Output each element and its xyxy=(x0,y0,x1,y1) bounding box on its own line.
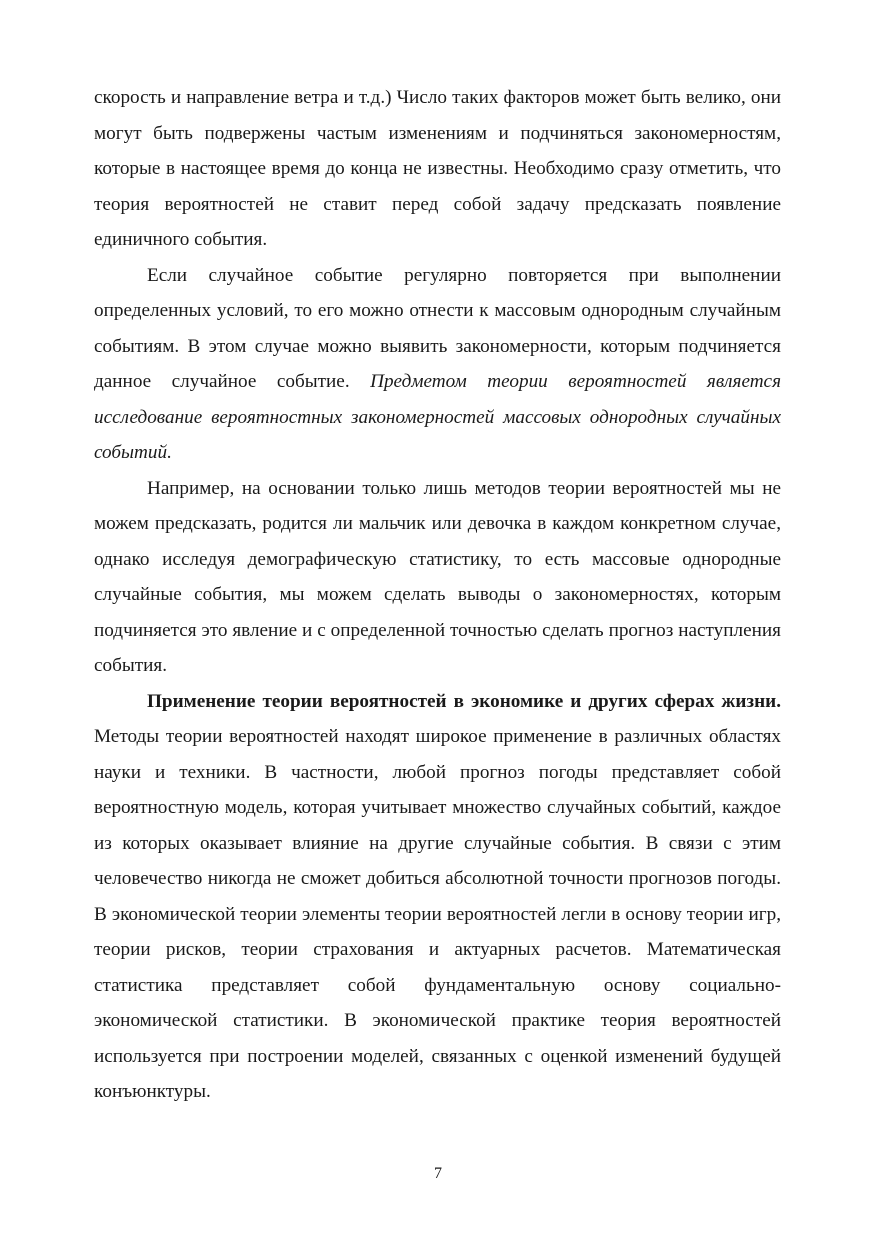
paragraph-text: Если случайное событие регулярно повторяется при выполнении определенных условий, то его можно отнести к массовым однородным случайным событиям. В этом случае можно выявить закономерности, которым подчиняется данное случайное событие. xyxy=(94,264,781,392)
paragraph-continuation: скорость и направление ветра и т.д.) Число таких факторов может быть велико, они могут быть подвержены частым изменениям и подчиняться закономерностям, которые в настоящее время до конца не известны. Необходимо сразу отметить, что теория вероятностей не ставит перед собой задачу предсказать появление единичного события. xyxy=(94,87,781,250)
paragraph-applications xyxy=(94,684,781,1110)
paragraph-example: Например, на основании только лишь методов теории вероятностей мы не можем предсказать, родится ли мальчик или девочка в каждом конкретном случае, однако исследуя демографическую статистику, то есть массовые однородные случайные события, мы можем сделать выводы о закономерностях, которым подчиняется это явление и с определенной точностью сделать прогноз наступления события. xyxy=(94,477,781,676)
page-number: 7 xyxy=(434,1165,442,1182)
subject-definition-italic: Предметом теории вероятностей является исследование вероятностных закономерностей массовых однородных случайных событий. xyxy=(94,371,781,463)
document-body xyxy=(94,80,781,1110)
paragraph-subject-definition xyxy=(94,258,781,471)
section-heading-bold: Применение теории вероятностей в экономике и других сферах жизни. xyxy=(147,690,781,712)
paragraph-text: Методы теории вероятностей находят широкое применение в различных областях науки и техники. В частности, любой прогноз погоды представляет собой вероятностную модель, которая учитывает множество случайных событий, каждое из которых оказывает влияние на другие случайные события. В связи с этим человечество никогда не сможет добиться абсолютной точности прогнозов погоды. В экономической теории элементы теории вероятностей легли в основу теории игр, теории рисков, теории страхования и актуарных расчетов. Математическая статистика представляет собой фундаментальную основу социально-экономической статистики. В экономической практике теория вероятностей используется при построении моделей, связанных с оценкой изменений будущей конъюнктуры. xyxy=(94,726,781,1102)
